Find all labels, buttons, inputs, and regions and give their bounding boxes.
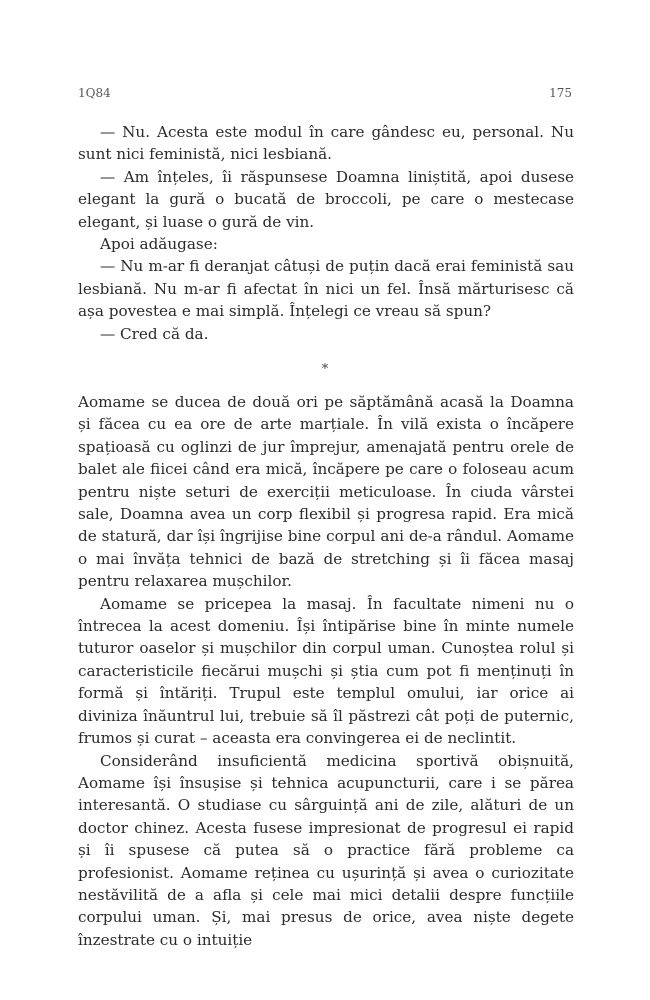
dialogue-line: — Nu. Acesta este modul în care gândesc eu, personal. Nu sunt nici feministă, nici lesbiană. xyxy=(78,123,574,164)
body-text xyxy=(78,391,574,951)
section-separator: * xyxy=(321,362,329,377)
paragraph: Aomame se ducea de două ori pe săptămână acasă la Doamna și făcea cu ea ore de arte marțiale. În vilă exista o încăpere spațioasă cu oglinzi de jur împrejur, amenajată pentru orele de balet ale fiicei când era mică, încăpere pe care o foloseau acum pentru niște seturi de exerciții meticuloase. În ciuda vârstei sale, Doamna avea un corp flexibil și progresa rapid. Era mică de statură, dar își îngrijise bine corpul ani de-a rândul. Aomame o mai învăța tehnici de bază de stretching și îi făcea masaj pentru relaxarea mușchilor. xyxy=(78,393,574,591)
book-title: 1Q84 xyxy=(78,86,111,100)
dialogue-block xyxy=(78,121,574,345)
paragraph: Aomame se pricepea la masaj. În facultate nimeni nu o întrecea la acest domeniu. Își întipărise bine în minte numele tuturor oaselor și mușchilor din corpul uman. Cunoștea rolul și caracteristicile fiecărui mușchi și știa cum pot fi menținuți în formă și întăriți. Trupul este templul omului, iar orice ai diviniza înăuntrul lui, trebuie să îl păstrezi cât poți de puternic, frumos și curat – aceasta era convingerea ei de neclintit. xyxy=(78,594,574,748)
dialogue-line: — Am înțeles, îi răspunsese Doamna liniștită, apoi dusese elegant la gură o bucată de broccoli, pe care o mestecase elegant, și luase o gură de vin. xyxy=(78,167,574,231)
dialogue-line: — Cred că da. xyxy=(100,324,209,343)
dialogue-line: — Nu m-ar fi deranjat câtuși de puțin dacă erai feministă sau lesbiană. Nu m-ar fi afectat în nici un fel. Însă mărturisesc că așa povestea e mai simplă. Înțelegi ce vreau să spun? xyxy=(78,257,574,321)
running-header xyxy=(78,86,572,100)
dialogue-line: Apoi adăugase: xyxy=(100,235,218,254)
page-number: 175 xyxy=(549,86,572,100)
paragraph: Considerând insuficientă medicina sportivă obișnuită, Aomame își însușise și tehnica acupuncturii, care i se părea interesantă. O studiase cu sârguință ani de zile, alături de un doctor chinez. Acesta fusese impresionat de progresul ei rapid și îi spusese că putea să o practice fără probleme ca profesionist. Aomame reținea cu ușurință și avea o curiozitate nestăvilită de a afla și cele mai mici detalii despre funcțiile corpului uman. Și, mai presus de orice, avea niște degete înzestrate cu o intuiție xyxy=(78,751,574,949)
